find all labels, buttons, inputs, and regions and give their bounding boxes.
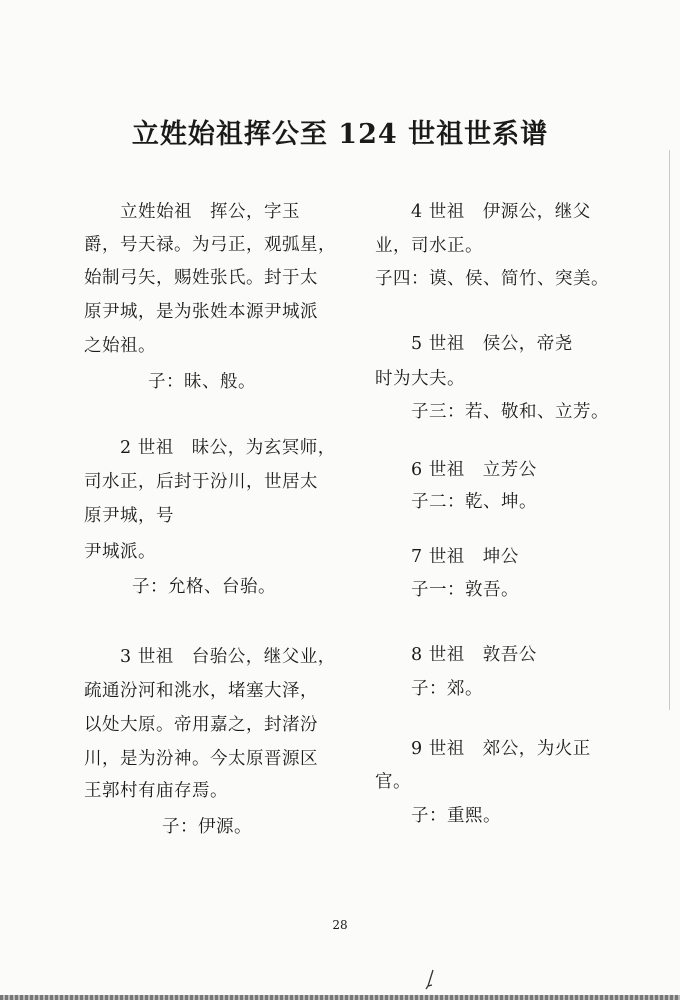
text-line: 5 世祖 侯公，帝尧 bbox=[411, 334, 573, 354]
children-line: 子二：乾、坤。 bbox=[411, 492, 537, 512]
text-line: 川，是为汾神。今太原晋源区 bbox=[84, 749, 318, 769]
text-line: 官。 bbox=[375, 772, 411, 792]
text-line: 原尹城，号 bbox=[84, 506, 174, 526]
text-line: 立姓始祖 挥公，字玉 bbox=[120, 202, 300, 222]
page-title: 立姓始祖挥公至 124 世祖世系谱 bbox=[131, 119, 549, 150]
text-line: 司水正，后封于汾川，世居太 bbox=[84, 472, 318, 492]
text-line: 王郭村有庙存焉。 bbox=[84, 781, 228, 801]
pen-mark-icon bbox=[424, 968, 436, 990]
text-line: 6 世祖 立芳公 bbox=[411, 460, 537, 480]
text-line: 时为大夫。 bbox=[375, 369, 465, 389]
text-line: 3 世祖 台骀公，继父业， bbox=[120, 647, 336, 667]
children-line: 子：重熙。 bbox=[411, 806, 501, 826]
children-line: 子一：敦吾。 bbox=[411, 580, 519, 600]
text-line: 2 世祖 昧公，为玄冥师， bbox=[120, 438, 336, 458]
scan-bottom-edge bbox=[0, 995, 680, 1000]
children-line: 子：昧、般。 bbox=[148, 372, 256, 392]
text-line: 之始祖。 bbox=[84, 336, 156, 356]
text-line: 尹城派。 bbox=[84, 542, 156, 562]
children-line: 子三：若、敬和、立芳。 bbox=[411, 402, 609, 422]
scan-edge-line bbox=[669, 150, 670, 710]
children-line: 子：允格、台骀。 bbox=[132, 577, 276, 597]
text-line: 疏通汾河和洮水，堵塞大泽， bbox=[84, 681, 318, 701]
children-line: 子：郊。 bbox=[411, 679, 483, 699]
text-line: 以处大原。帝用嘉之，封渚汾 bbox=[84, 715, 318, 735]
page-number: 28 bbox=[332, 918, 348, 932]
text-line: 4 世祖 伊源公，继父 bbox=[411, 202, 591, 222]
children-line: 子四：谟、侯、简竹、突美。 bbox=[375, 269, 609, 289]
children-line: 子：伊源。 bbox=[162, 817, 252, 837]
text-line: 始制弓矢，赐姓张氏。封于太 bbox=[84, 268, 318, 288]
text-line: 爵，号天禄。为弓正，观弧星， bbox=[84, 235, 336, 255]
text-line: 原尹城，是为张姓本源尹城派 bbox=[84, 302, 318, 322]
text-line: 7 世祖 坤公 bbox=[411, 547, 519, 567]
text-line: 8 世祖 敦吾公 bbox=[411, 645, 537, 665]
text-line: 9 世祖 郊公，为火正 bbox=[411, 739, 591, 759]
text-line: 业，司水正。 bbox=[375, 236, 483, 256]
